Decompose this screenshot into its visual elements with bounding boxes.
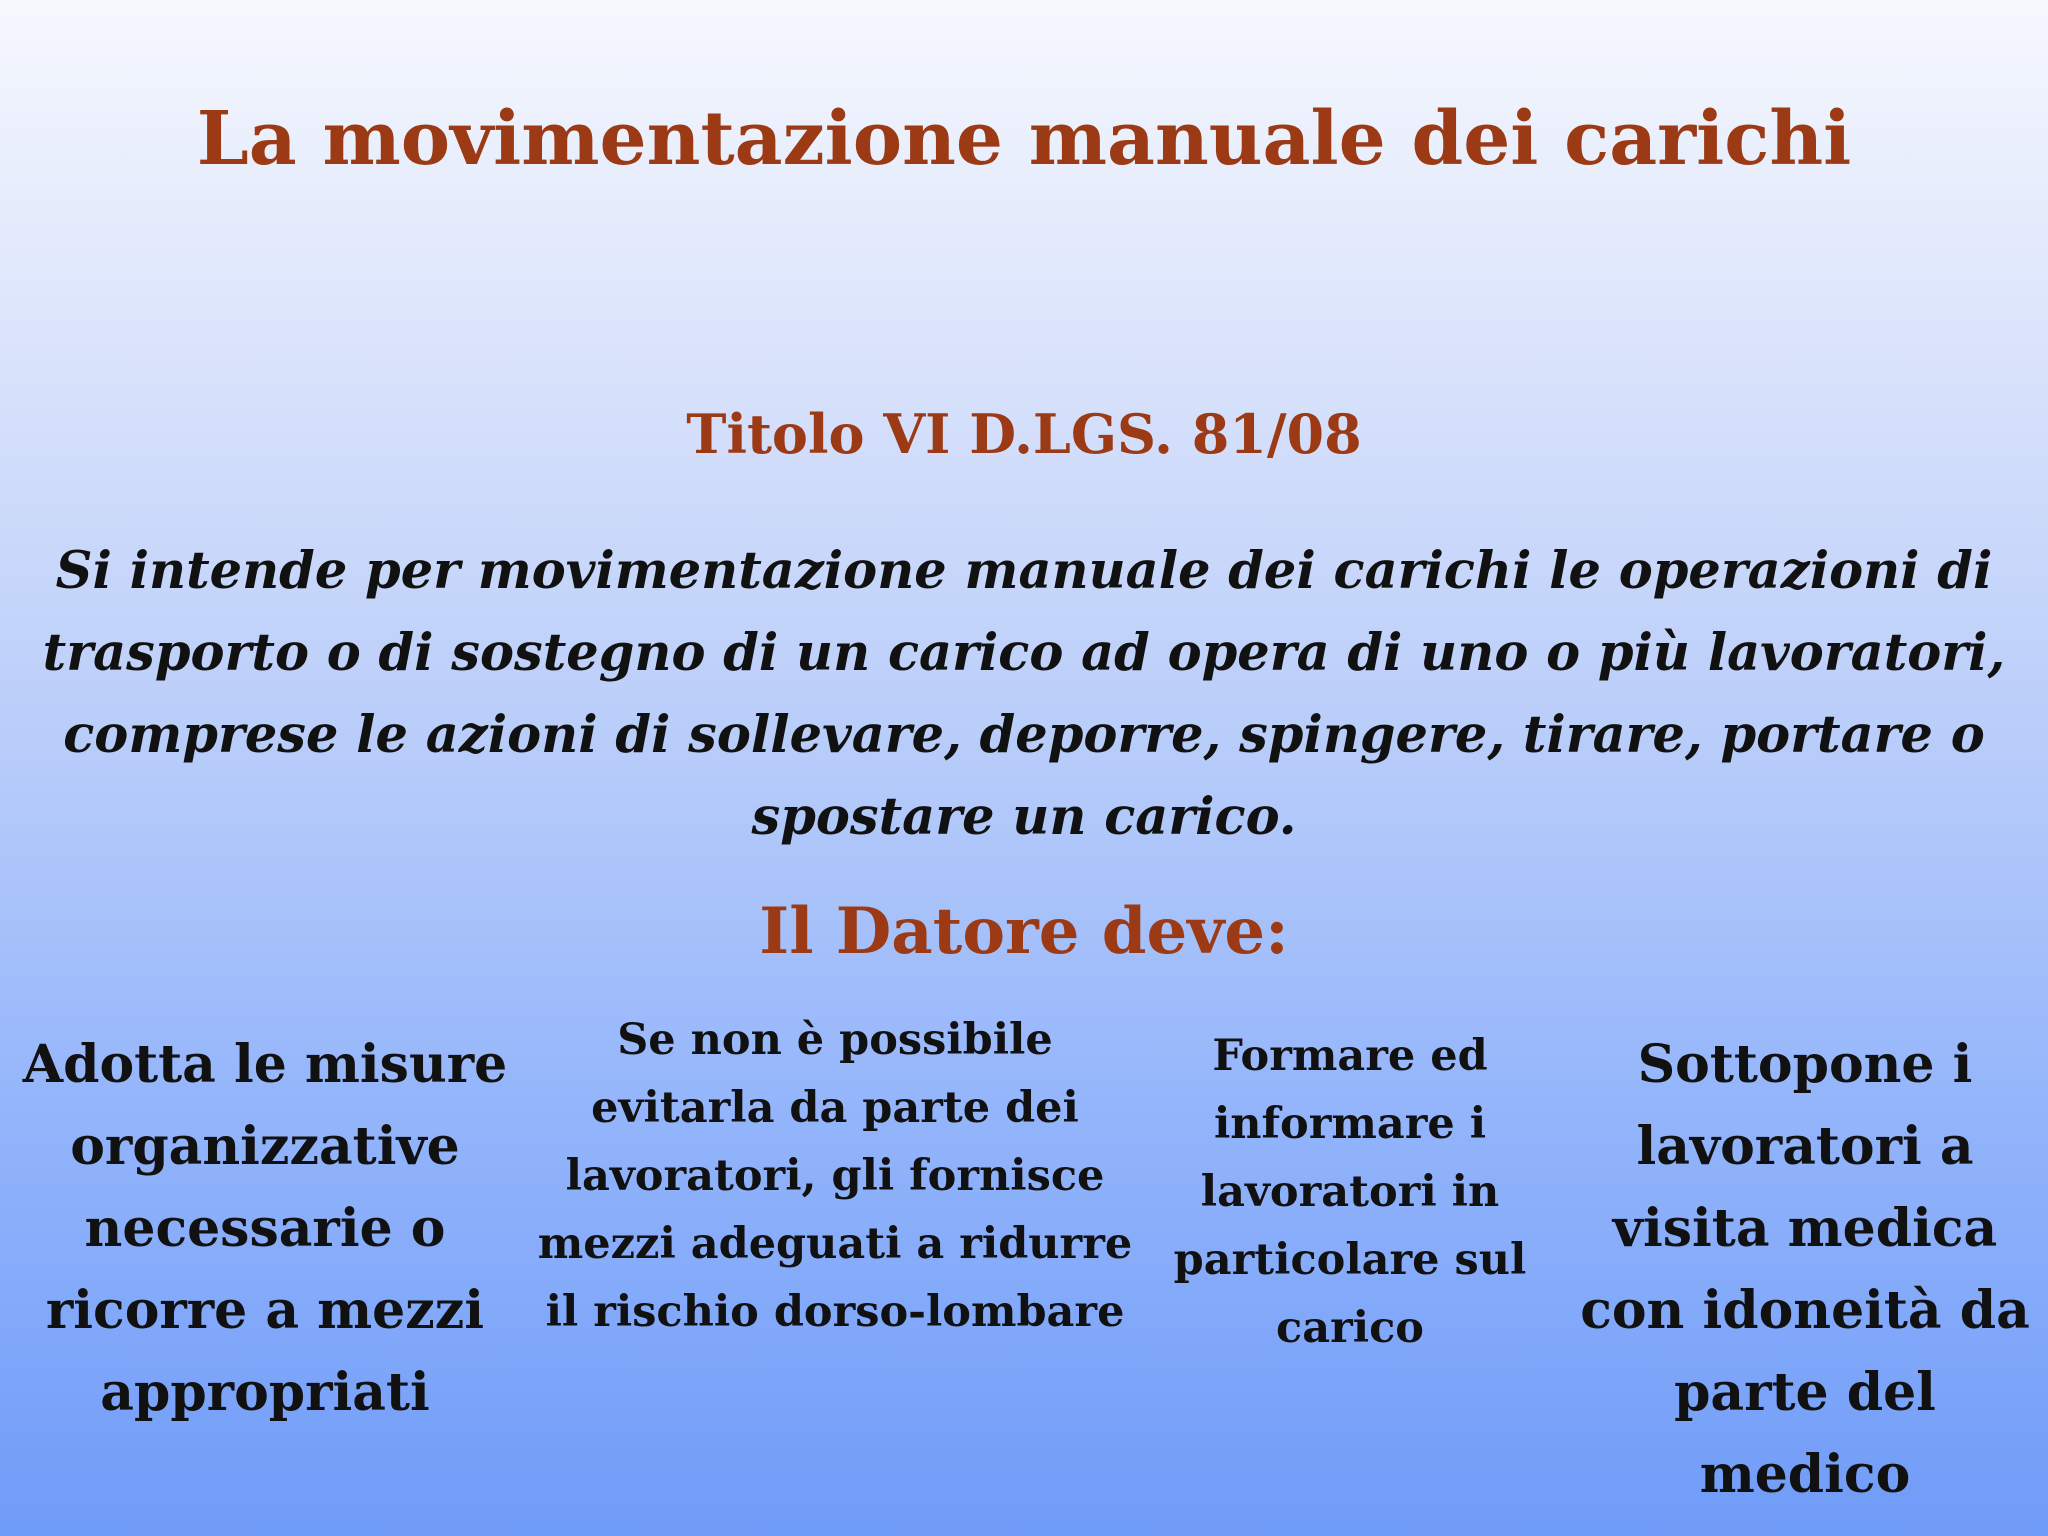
- slide-title: La movimentazione manuale dei carichi: [196, 96, 1852, 182]
- duty-provide-means: Se non è possibile evitarla da parte dei lavoratori, gli fornisce mezzi adeguati a ridurre il rischio dorso-lombare: [537, 1015, 1133, 1337]
- duty-medical-visit: Sottopone i lavoratori a visita medica con idoneità da parte del medico: [1580, 1034, 2030, 1505]
- duty-training: Formare ed informare i lavoratori in particolare sul carico: [1173, 1031, 1527, 1353]
- definition-text: Si intende per movimentazione manuale dei carichi le operazioni di trasporto o di sostegno di un carico ad opera di uno o più lavoratori, comprese le azioni di sollevare, deporre, spingere, tirare, portare o spostare un carico.: [42, 541, 2006, 847]
- duty-organizational-measures: Adotta le misure organizzative necessarie o ricorre a mezzi appropriati: [22, 1034, 508, 1423]
- slide-subtitle: Titolo VI D.LGS. 81/08: [686, 402, 1362, 466]
- duties-heading: Il Datore deve:: [759, 894, 1289, 969]
